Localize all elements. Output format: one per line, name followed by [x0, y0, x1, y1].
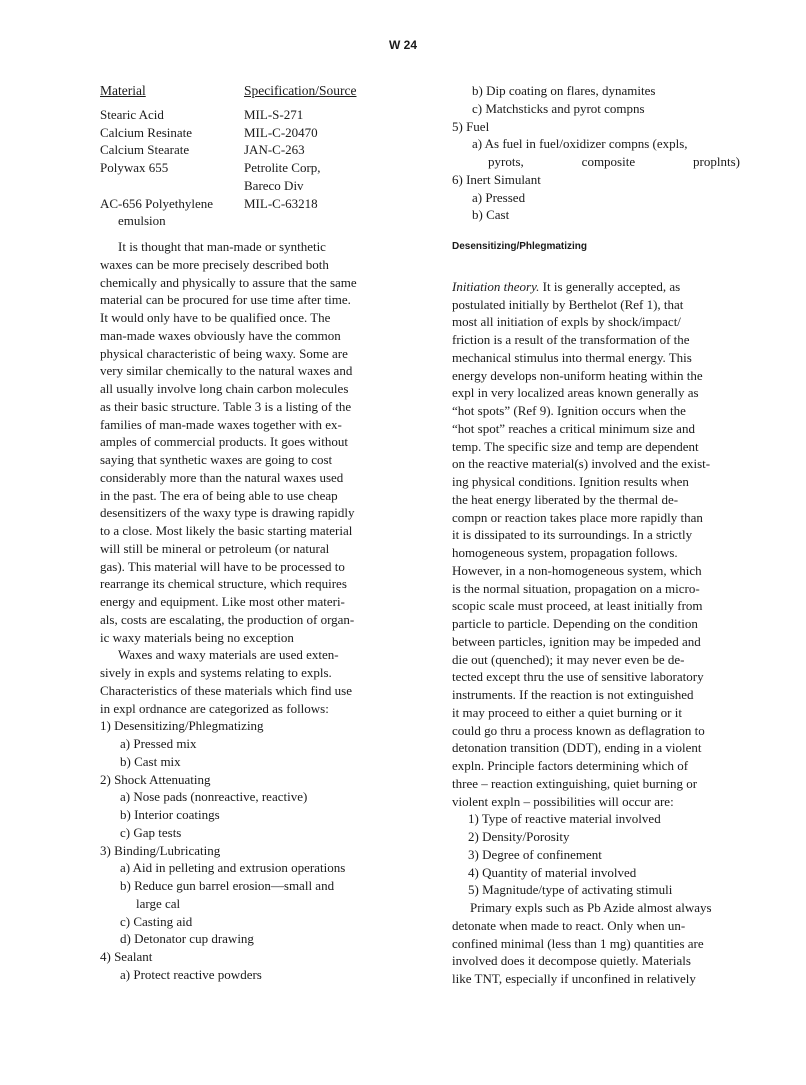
list-item: c) Matchsticks and pyrot compns — [472, 100, 645, 116]
paragraph-initiation-theory — [452, 278, 750, 811]
table-cell-material: Stearic Acid — [100, 106, 164, 122]
text-line: man-made waxes obviously have the common — [100, 327, 341, 343]
text-line: amples of commercial products. It goes without — [100, 434, 349, 450]
text-line: violent expln – possibilities will occur are: — [452, 793, 674, 809]
text-line: could go thru a process known as deflagration to — [452, 722, 705, 738]
text-line: between particles, ignition may be impeded and — [452, 633, 701, 649]
table-cell-spec — [244, 212, 400, 230]
factor-item: 5) Magnitude/type of activating stimuli — [468, 882, 673, 898]
table-header-material: Material — [100, 83, 146, 98]
page-number: W 24 — [388, 38, 417, 52]
text-line: in expl ordnance are categorized as follows: — [100, 700, 329, 716]
list-item: a) As fuel in fuel/oxidizer compns (expls, — [472, 136, 688, 152]
text-line: It would only have to be qualified once. The — [100, 310, 331, 325]
fuel-continuation-line — [452, 153, 750, 171]
text-line: rearrange its chemical structure, which requires — [100, 576, 347, 592]
text-line: “hot spots” (Ref 9). Ignition occurs when the — [452, 403, 686, 418]
text-line: Primary expls such as Pb Azide almost always — [470, 900, 712, 915]
text-line: scopic scale must proceed, at least initially from — [452, 598, 703, 614]
text-line: on the reactive material(s) involved and the exist- — [452, 456, 711, 472]
text-line: It is thought that man-made or synthetic — [118, 239, 326, 254]
table-cell-spec: MIL-C-63218 — [244, 195, 318, 211]
text-line: desensitizers of the waxy type is drawing rapidly — [100, 505, 355, 521]
table-cell-spec: Bareco Div — [244, 177, 304, 193]
text-line: “hot spot” reaches a critical minimum size and — [452, 420, 695, 436]
text-line: it may proceed to either a quiet burning or it — [452, 704, 682, 720]
list-item: b) Cast — [472, 207, 510, 223]
table-cell-spec: MIL-S-271 — [244, 106, 304, 122]
text-line: waxes can be more precisely described both — [100, 256, 329, 272]
text-line: families of man-made waxes together with ex- — [100, 416, 342, 432]
text-line: However, in a non-homogeneous system, which — [452, 562, 702, 578]
text-line: involved does it decompose quietly. Materials — [452, 953, 691, 969]
table-cell-spec: Petrolite Corp, — [244, 160, 321, 175]
text-line: is the normal situation, propagation on a micro- — [452, 580, 700, 596]
list-item: 4) Sealant — [100, 949, 153, 964]
list-item: c) Gap tests — [120, 824, 182, 840]
list-item: 2) Shock Attenuating — [100, 771, 211, 787]
text-line: compn or reaction takes place more rapidly than — [452, 509, 703, 525]
text-line: chemically and physically to assure that the same — [100, 274, 357, 290]
text-line: die out (quenched); it may never even be de- — [452, 651, 685, 667]
list-item: d) Detonator cup drawing — [120, 931, 254, 947]
text-line: mechanical stimulus into thermal energy. This — [452, 349, 692, 365]
list-text: proplnts) — [693, 154, 740, 169]
initiation-lead: Initiation theory. — [452, 278, 540, 294]
list-item: 5) Fuel — [452, 118, 490, 134]
section-heading: Desensitizing/Phlegmatizing — [452, 241, 588, 252]
text-line: expln. Principle factors determining which of — [452, 758, 689, 773]
text-line: material can be procured for use time after time. — [100, 292, 351, 308]
text-line: postulated initially by Berthelot (Ref 1), that — [452, 296, 684, 312]
paragraph-uses — [100, 646, 400, 717]
list-item: 3) Binding/Lubricating — [100, 842, 221, 858]
table-cell-material: emulsion — [118, 213, 166, 229]
text-line: energy develops non-uniform heating within the — [452, 367, 703, 383]
text-line: most all initiation of expls by shock/impact/ — [452, 314, 681, 330]
table-cell-spec: JAN-C-263 — [244, 142, 305, 158]
factor-item: 4) Quantity of material involved — [468, 864, 637, 880]
text-line: detonate when made to react. Only when un- — [452, 917, 686, 933]
text-line: ic waxy materials being no exception — [100, 629, 294, 645]
text-line: temp. The specific size and temp are dependent — [452, 438, 699, 454]
factor-item: 2) Density/Porosity — [468, 829, 570, 844]
text-line: three – reaction extinguishing, quiet burning or — [452, 775, 698, 791]
list-item: a) Protect reactive powders — [120, 966, 262, 982]
left-column — [100, 82, 400, 984]
text-line: gas). This material will have to be processed to — [100, 558, 345, 574]
text-line: confined minimal (less than 1 mg) quantities are — [452, 935, 704, 951]
list-text: pyrots, — [488, 154, 524, 169]
text-line: energy and equipment. Like most other materi- — [100, 594, 345, 609]
category-list-continued — [452, 82, 750, 153]
list-item: b) Interior coatings — [120, 807, 220, 822]
text-line: ing physical conditions. Ignition results when — [452, 474, 689, 489]
table-header-spec: Specification/Source — [244, 83, 357, 98]
list-item: c) Casting aid — [120, 913, 193, 929]
table-cell-material: Calcium Resinate — [100, 124, 193, 140]
list-item: a) Aid in pelleting and extrusion operations — [120, 860, 346, 876]
list-item: 6) Inert Simulant — [452, 171, 541, 187]
text-line: Characteristics of these materials which find use — [100, 682, 352, 698]
list-item: a) Nose pads (nonreactive, reactive) — [120, 789, 308, 805]
factor-item: 1) Type of reactive material involved — [468, 811, 661, 827]
text-line: in the past. The era of being able to use cheap — [100, 487, 338, 503]
table-cell-spec: MIL-C-20470 — [244, 124, 318, 140]
list-item: 1) Desensitizing/Phlegmatizing — [100, 718, 264, 734]
text-line: will still be mineral or petroleum (or natural — [100, 540, 330, 556]
text-line: homogeneous system, propagation follows. — [452, 545, 678, 560]
list-item: a) Pressed mix — [120, 736, 197, 751]
list-text: composite — [581, 154, 636, 169]
text-line: considerably more than the natural waxes used — [100, 469, 344, 485]
category-list-continued-2 — [452, 171, 750, 224]
text-line: als, costs are escalating, the production of organ- — [100, 611, 355, 627]
text-line: saying that synthetic waxes are going to cost — [100, 452, 333, 467]
text-line: it is dissipated to its surroundings. In a strictly — [452, 527, 693, 543]
table-cell-material — [100, 177, 244, 195]
factors-list — [452, 810, 750, 899]
factor-item: 3) Degree of confinement — [468, 846, 602, 862]
initiation-first-line: It is generally accepted, as — [539, 278, 681, 294]
list-item: b) Cast mix — [120, 753, 181, 769]
table-cell-material: Polywax 655 — [100, 160, 169, 175]
right-column — [452, 82, 750, 988]
text-line: as their basic structure. Table 3 is a listing of the — [100, 398, 352, 414]
list-item: b) Reduce gun barrel erosion—small and — [120, 878, 335, 893]
table-cell-material: Calcium Stearate — [100, 142, 190, 158]
text-line: tected except thru the use of sensitive laboratory — [452, 669, 704, 685]
text-line: Waxes and waxy materials are used exten- — [118, 647, 339, 663]
text-line: sively in expls and systems relating to expls. — [100, 665, 332, 680]
text-line: expl in very localized areas known generally as — [452, 385, 699, 401]
list-item: b) Dip coating on flares, dynamites — [472, 83, 656, 98]
paragraph-synthetic-waxes — [100, 238, 400, 646]
text-line: detonation transition (DDT), ending in a violent — [452, 740, 702, 756]
text-line: friction is a result of the transformation of the — [452, 332, 690, 347]
list-item: a) Pressed — [472, 189, 526, 205]
text-line: very similar chemically to the natural waxes and — [100, 363, 353, 379]
text-line: particle to particle. Depending on the condition — [452, 616, 698, 631]
text-line: like TNT, especially if unconfined in relatively — [452, 971, 696, 986]
paragraph-primary-expls — [452, 899, 750, 988]
text-line: the heat energy liberated by the thermal de- — [452, 491, 679, 507]
list-item: large cal — [136, 895, 181, 911]
text-line: physical characteristic of being waxy. Some are — [100, 345, 348, 361]
text-line: to a close. Most likely the basic starting material — [100, 523, 353, 538]
materials-table — [100, 82, 400, 230]
table-cell-material: AC-656 Polyethylene — [100, 195, 214, 211]
text-line: instruments. If the reaction is not extinguished — [452, 687, 694, 702]
text-line: all usually involve long chain carbon molecules — [100, 381, 349, 396]
category-list — [100, 717, 400, 983]
